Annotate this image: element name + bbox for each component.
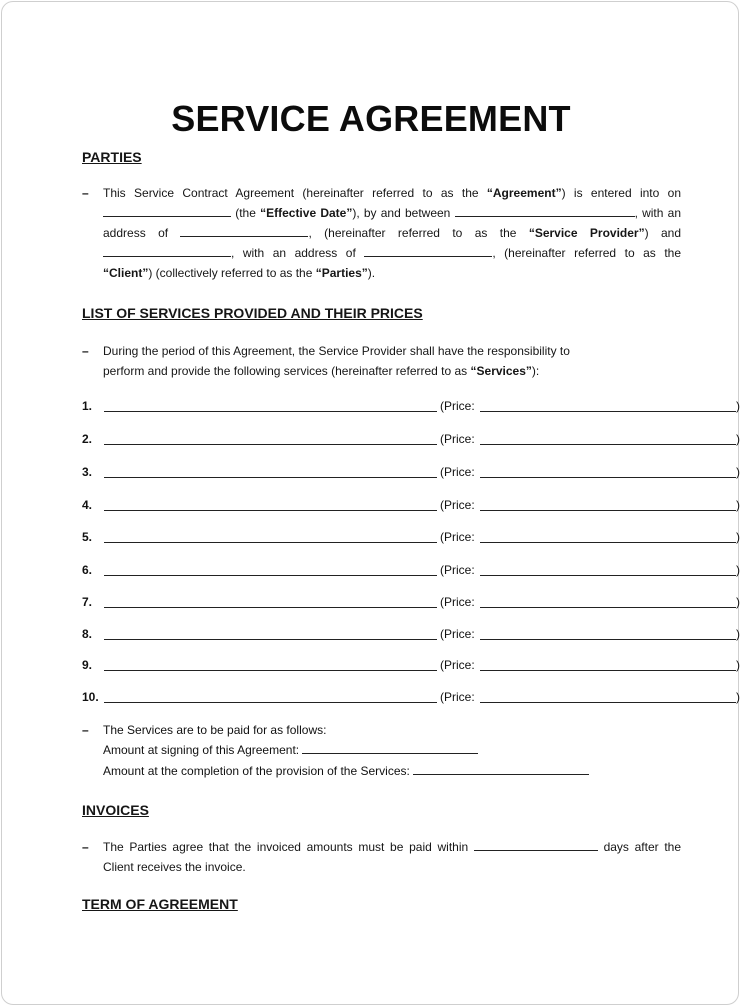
price-close: ): [736, 563, 740, 577]
provider-address-blank[interactable]: [180, 225, 308, 237]
service-row: [82, 563, 740, 579]
price-close: ): [736, 530, 740, 544]
document-page: [1, 1, 739, 1005]
service-price-blank[interactable]: [480, 411, 736, 412]
payment-intro: The Services are to be paid for as follows:: [103, 723, 327, 737]
price-label: (Price:: [440, 432, 475, 446]
price-label: (Price:: [440, 498, 475, 512]
services-bullet: –: [82, 344, 89, 358]
parties-heading: PARTIES: [82, 149, 142, 165]
provider-name-blank[interactable]: [455, 205, 635, 217]
price-label: (Price:: [440, 595, 475, 609]
payment-completion-blank[interactable]: [413, 763, 589, 775]
payment-signing-line: Amount at signing of this Agreement:: [103, 740, 478, 760]
service-number: 2.: [82, 432, 93, 446]
price-label: (Price:: [440, 627, 475, 641]
services-intro: During the period of this Agreement, the Service Provider shall have the responsibility to perform and provide the following services (hereinafter referred to as “Services”):: [103, 344, 570, 378]
price-close: ): [736, 658, 740, 672]
service-description-blank[interactable]: [104, 411, 437, 412]
service-row: [82, 498, 740, 514]
service-row: [82, 690, 740, 706]
service-price-blank[interactable]: [480, 444, 736, 445]
service-number: 6.: [82, 563, 93, 577]
services-heading: LIST OF SERVICES PROVIDED AND THEIR PRICES: [82, 305, 423, 321]
service-row: [82, 530, 740, 546]
service-description-blank[interactable]: [104, 477, 437, 478]
service-description-blank[interactable]: [104, 607, 437, 608]
price-close: ): [736, 690, 740, 704]
service-description-blank[interactable]: [104, 639, 437, 640]
document-title: SERVICE AGREEMENT: [171, 98, 571, 139]
price-close: ): [736, 498, 740, 512]
service-price-blank[interactable]: [480, 477, 736, 478]
price-label: (Price:: [440, 465, 475, 479]
service-number: 1.: [82, 399, 93, 413]
invoices-bullet: –: [82, 840, 89, 854]
service-price-blank[interactable]: [480, 639, 736, 640]
price-close: ): [736, 432, 740, 446]
invoices-paragraph: The Parties agree that the invoiced amounts must be paid within days after the Client receives the invoice.: [103, 840, 682, 874]
service-row: [82, 627, 740, 643]
payment-completion-line: Amount at the completion of the provision of the Services:: [103, 761, 589, 781]
price-label: (Price:: [440, 690, 475, 704]
client-name-blank[interactable]: [103, 245, 231, 257]
client-address-blank[interactable]: [364, 245, 492, 257]
parties-bullet: –: [82, 186, 89, 200]
service-row: [82, 399, 740, 415]
service-row: [82, 465, 740, 481]
service-row: [82, 432, 740, 448]
service-number: 8.: [82, 627, 93, 641]
price-label: (Price:: [440, 399, 475, 413]
price-label: (Price:: [440, 530, 475, 544]
service-description-blank[interactable]: [104, 542, 437, 543]
price-close: ): [736, 595, 740, 609]
price-close: ): [736, 627, 740, 641]
service-number: 7.: [82, 595, 93, 609]
service-description-blank[interactable]: [104, 444, 437, 445]
service-number: 4.: [82, 498, 93, 512]
service-price-blank[interactable]: [480, 575, 736, 576]
service-description-blank[interactable]: [104, 575, 437, 576]
invoices-heading: INVOICES: [82, 802, 149, 818]
effective-date-blank[interactable]: [103, 205, 231, 217]
payment-bullet: –: [82, 723, 89, 737]
term-heading: TERM OF AGREEMENT: [82, 896, 238, 912]
service-number: 3.: [82, 465, 93, 479]
price-close: ): [736, 399, 740, 413]
service-row: [82, 595, 740, 611]
service-number: 10.: [82, 690, 99, 704]
service-description-blank[interactable]: [104, 702, 437, 703]
parties-paragraph: This Service Contract Agreement (hereinafter referred to as the “Agreement”) is entered into on (the “Effective Date”), by and between , with an address of , (hereinafter referred to as the “Service Provider”) and , with an address of , (hereinafter referred to as the “Client”) (collectively referred to as the “Parties”).: [103, 186, 682, 280]
price-label: (Price:: [440, 563, 475, 577]
service-price-blank[interactable]: [480, 607, 736, 608]
service-price-blank[interactable]: [480, 542, 736, 543]
service-price-blank[interactable]: [480, 510, 736, 511]
service-price-blank[interactable]: [480, 670, 736, 671]
service-price-blank[interactable]: [480, 702, 736, 703]
service-description-blank[interactable]: [104, 510, 437, 511]
price-label: (Price:: [440, 658, 475, 672]
service-description-blank[interactable]: [104, 670, 437, 671]
service-number: 5.: [82, 530, 93, 544]
service-number: 9.: [82, 658, 93, 672]
payment-days-blank[interactable]: [474, 839, 598, 851]
payment-signing-blank[interactable]: [302, 742, 478, 754]
service-row: [82, 658, 740, 674]
price-close: ): [736, 465, 740, 479]
